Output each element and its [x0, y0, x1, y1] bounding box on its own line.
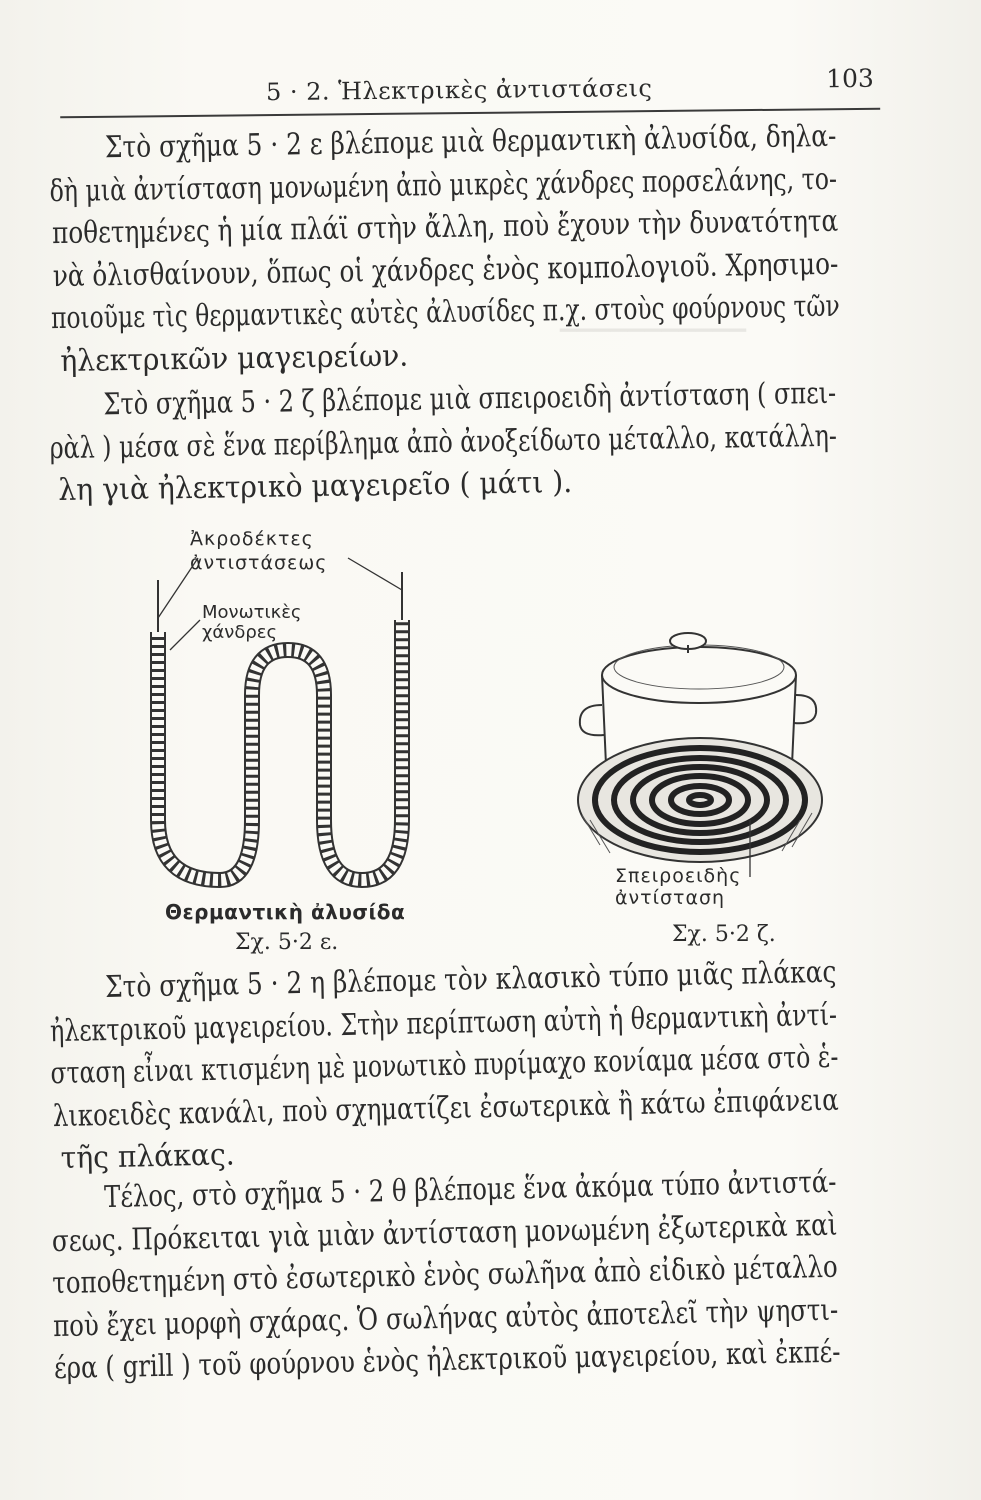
- text-line: Στὸ σχῆμα 5 · 2 ε βλέπομε μιὰ θερμαντικὴ ἀλυσίδα, δηλα-: [104, 118, 837, 166]
- text-line: Στὸ σχῆμα 5 · 2 ζ βλέπομε μιὰ σπειροειδὴ ἀντίσταση ( σπει-: [103, 375, 837, 423]
- paragraph-spiral-resistance: [49, 372, 892, 513]
- pot-lid: [602, 647, 796, 703]
- paragraph-hotplate: [49, 951, 894, 1181]
- beads-label-line2: χάνδρες: [202, 622, 278, 643]
- figure-caption-e: Σχ. 5·2 ε.: [235, 930, 339, 955]
- chain-beads: [158, 620, 402, 880]
- beads-leader: [170, 620, 200, 650]
- pot-handle-left: [580, 705, 604, 735]
- beads-label-line1: Μονωτικὲς: [202, 602, 302, 623]
- text-line: λικοειδὲς κανάλι, ποὺ σχηματίζει ἐσωτερικὰ ἢ κάτω ἐπιφάνεια: [52, 1082, 839, 1134]
- heating-chain-name: Θερμαντικὴ ἀλυσίδα: [165, 900, 406, 924]
- text-line: λη γιὰ ἠλεκτρικὸ μαγειρεῖο ( μάτι ).: [58, 464, 573, 509]
- paragraph-heating-chain: [49, 115, 894, 383]
- terminal-leader-left: [158, 558, 198, 618]
- chain-body: [158, 620, 402, 880]
- text-line: Τέλος, στὸ σχῆμα 5 · 2 θ βλέπομε ἕνα ἀκόμα τύπο ἀντιστά-: [103, 1164, 837, 1216]
- terminal-leader-right: [348, 558, 402, 590]
- pot-handle-right: [794, 695, 816, 723]
- text-line: ποθετημένες ἡ μία πλάϊ στὴν ἄλλη, ποὺ ἔχουν τὴν δυνατότητα: [51, 203, 839, 252]
- text-line: τῆς πλάκας.: [60, 1137, 235, 1177]
- heating-chain-drawing: [140, 520, 500, 900]
- text-line: σταση εἶναι κτισμένη μὲ μονωτικὸ πυρίμαχο κονίαμα μέσα στὸ ἑ-: [50, 1039, 839, 1092]
- text-line: τοποθετημένη στὸ ἐσωτερικὸ ἑνὸς σωλῆνα ἀπὸ εἰδικὸ μέταλλο: [51, 1249, 839, 1302]
- terminals-label-line1: Ἀκροδέκτες: [190, 528, 314, 550]
- text-line: ρὰλ ) μέσα σὲ ἕνα περίβλημα ἀπὸ ἀνοξείδωτο μέταλλο, κατάλλη-: [49, 418, 838, 466]
- text-line: ἠλεκτρικοῦ μαγειρείου. Στὴν περίπτωση αὐτὴ ἡ θερμαντικὴ ἀντί-: [49, 997, 838, 1049]
- running-header: [60, 64, 880, 123]
- text-line: ἠλεκτρικῶν μαγειρείων.: [60, 338, 409, 379]
- figures-area: [60, 520, 890, 960]
- text-line: έρα ( grill ) τοῦ φούρνου ἑνὸς ἠλεκτρικοῦ μαγειρείου, καὶ ἐκπέ-: [53, 1334, 841, 1387]
- text-line: νὰ ὀλισθαίνουν, ὅπως οἱ χάνδρες ἑνὸς κομπολογιοῦ. Χρησιμο-: [52, 246, 839, 294]
- figure-caption-z: Σχ. 5·2 ζ.: [672, 922, 776, 947]
- text-line: Στὸ σχῆμα 5 · 2 η βλέπομε τὸν κλασικὸ τύπο μιᾶς πλάκας: [104, 954, 837, 1006]
- text-line: ποιοῦμε τὶς θερμαντικὲς αὐτὲς ἀλυσίδες π.χ. στοὺς φούρνους τῶν: [50, 288, 840, 337]
- bleed-through-text: ▔▔▔▔▔▔▔▔▔▔▔: [560, 330, 747, 355]
- spiral-label-line2: ἀντίσταση: [615, 887, 726, 909]
- text-line: δὴ μιὰ ἀντίσταση μονωμένη ἀπὸ μικρὲς χάνδρες πορσελάνης, το-: [49, 161, 838, 209]
- spiral-label-line1: Σπειροειδὴς: [615, 865, 742, 887]
- terminals-label-line2: ἀντιστάσεως: [190, 552, 328, 574]
- page-number: 103: [825, 63, 875, 94]
- paragraph-grill: [51, 1161, 894, 1391]
- text-line: σεως. Πρόκειται γιὰ μιὰν ἀντίσταση μονωμένη ἐξωτερικὰ καὶ: [51, 1207, 838, 1259]
- text-line: ποὺ ἔχει μορφὴ σχάρας. Ὁ σωλήνας αὐτὸς ἀποτελεῖ τὴν ψηστι-: [52, 1292, 839, 1344]
- section-title: 5 · 2. Ἡλεκτρικὲς ἀντιστάσεις: [265, 74, 653, 107]
